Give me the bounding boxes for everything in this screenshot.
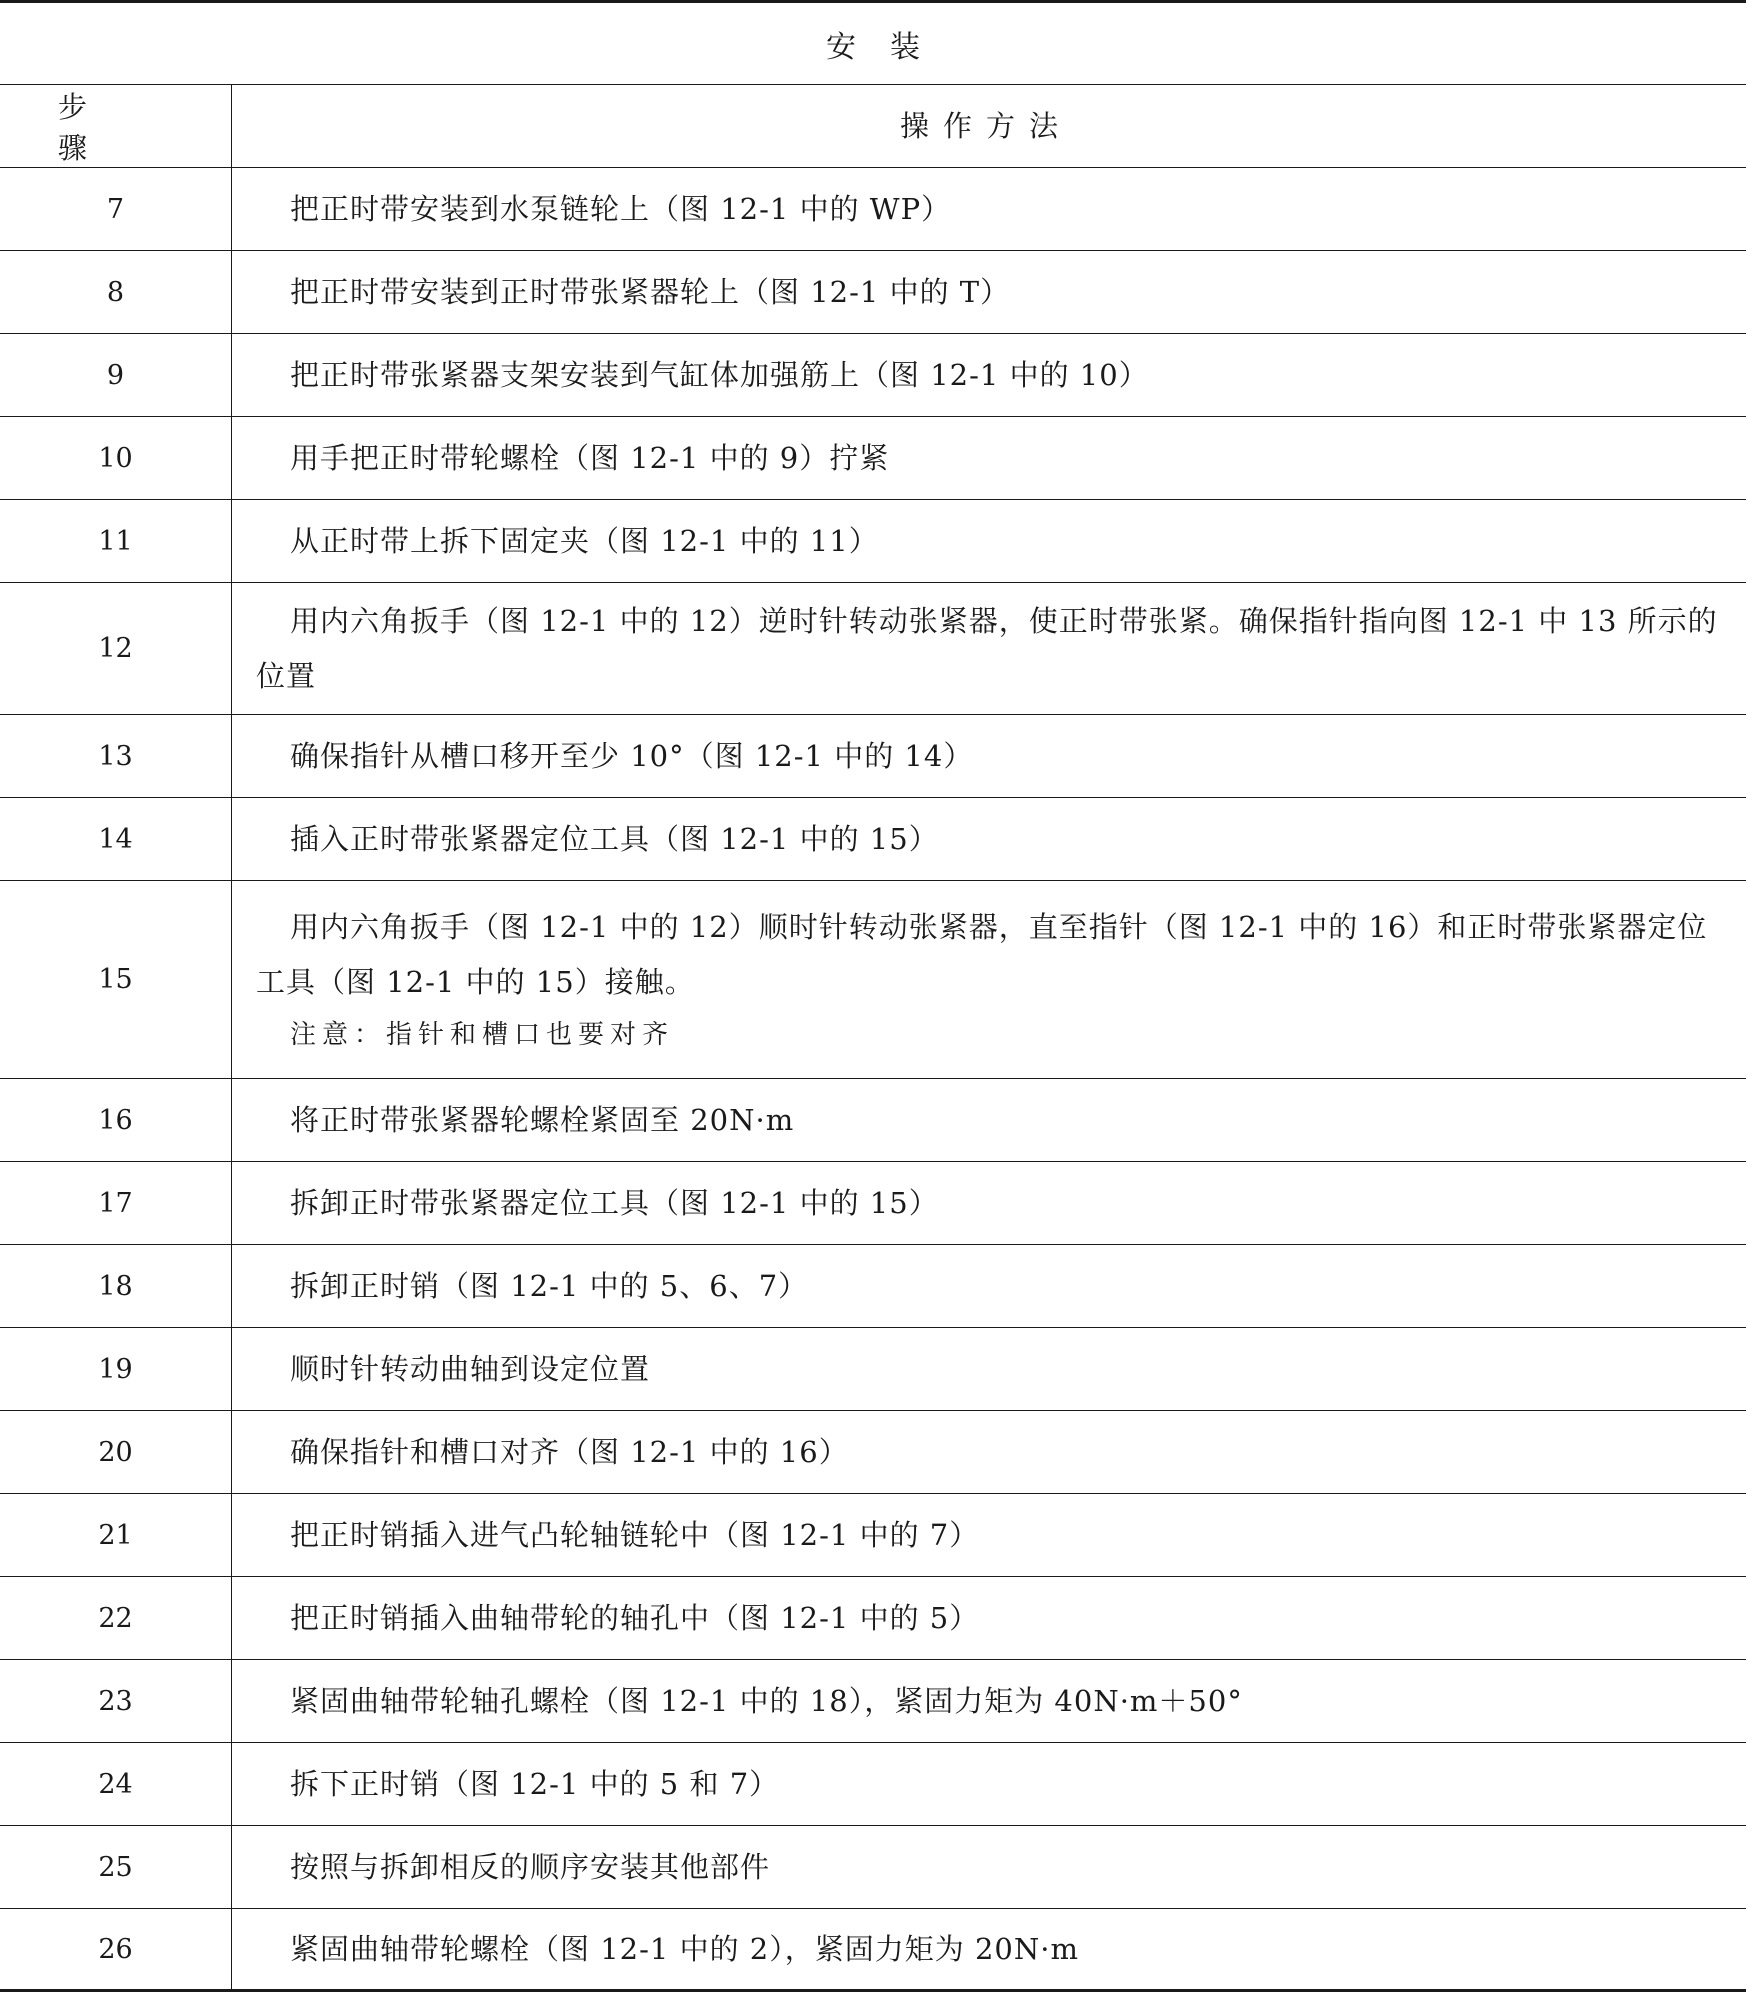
method-text: 拆卸正时销（图 12-1 中的 5、6、7）	[290, 1268, 809, 1303]
step-number: 17	[0, 1162, 232, 1244]
table-row	[0, 417, 1746, 500]
method-text: 用手把正时带轮螺栓（图 12-1 中的 9）拧紧	[290, 440, 890, 475]
step-number: 11	[0, 500, 232, 582]
step-method	[232, 1162, 1746, 1244]
step-number: 7	[0, 168, 232, 250]
step-number: 13	[0, 715, 232, 797]
table-row	[0, 1494, 1746, 1577]
table-row	[0, 1328, 1746, 1411]
step-method	[232, 1577, 1746, 1659]
table-row	[0, 1411, 1746, 1494]
method-text: 把正时带安装到水泵链轮上（图 12-1 中的 WP）	[290, 191, 952, 226]
step-method	[232, 715, 1746, 797]
step-method	[232, 500, 1746, 582]
table-row	[0, 1162, 1746, 1245]
method-text: 用内六角扳手（图 12-1 中的 12）逆时针转动张紧器，使正时带张紧。确保指针指向图 12-1 中 13 所示的位置	[256, 603, 1718, 693]
header-method: 操作方法	[899, 108, 1072, 143]
table-row	[0, 1245, 1746, 1328]
step-number: 23	[0, 1660, 232, 1742]
method-text: 把正时销插入进气凸轮轴链轮中（图 12-1 中的 7）	[290, 1517, 980, 1552]
method-text: 把正时带安装到正时带张紧器轮上（图 12-1 中的 T）	[290, 274, 1011, 309]
table-row	[0, 583, 1746, 715]
step-number: 20	[0, 1411, 232, 1493]
step-method	[232, 1494, 1746, 1576]
table-row	[0, 1826, 1746, 1909]
step-method	[232, 1411, 1746, 1493]
step-method	[232, 168, 1746, 250]
method-text: 将正时带张紧器轮螺栓紧固至 20N·m	[290, 1102, 795, 1137]
table-header-row	[0, 85, 1746, 168]
table-row	[0, 1577, 1746, 1660]
table-row	[0, 1909, 1746, 1990]
step-method	[232, 251, 1746, 333]
method-text: 确保指针和槽口对齐（图 12-1 中的 16）	[290, 1434, 849, 1469]
table-row	[0, 1660, 1746, 1743]
step-number: 8	[0, 251, 232, 333]
header-step: 步骤	[0, 85, 232, 167]
step-method	[232, 1909, 1746, 1990]
method-text: 把正时带张紧器支架安装到气缸体加强筋上（图 12-1 中的 10）	[290, 357, 1149, 392]
step-method	[232, 1328, 1746, 1410]
step-number: 18	[0, 1245, 232, 1327]
step-number: 25	[0, 1826, 232, 1908]
step-method	[232, 334, 1746, 416]
table-body	[0, 168, 1746, 1990]
step-number: 22	[0, 1577, 232, 1659]
step-method	[232, 881, 1746, 1078]
step-number: 19	[0, 1328, 232, 1410]
table-row	[0, 251, 1746, 334]
table-row	[0, 168, 1746, 251]
method-text: 用内六角扳手（图 12-1 中的 12）顺时针转动张紧器，直至指针（图 12-1 中的 16）和正时带张紧器定位工具（图 12-1 中的 15）接触。	[256, 909, 1708, 999]
method-text: 按照与拆卸相反的顺序安装其他部件	[290, 1849, 771, 1884]
step-method	[232, 1660, 1746, 1742]
step-number: 16	[0, 1079, 232, 1161]
method-text: 拆卸正时带张紧器定位工具（图 12-1 中的 15）	[290, 1185, 939, 1220]
table-row	[0, 500, 1746, 583]
step-method	[232, 798, 1746, 880]
table-row	[0, 881, 1746, 1079]
step-number: 21	[0, 1494, 232, 1576]
step-method	[232, 417, 1746, 499]
method-text: 从正时带上拆下固定夹（图 12-1 中的 11）	[290, 523, 879, 558]
method-text: 把正时销插入曲轴带轮的轴孔中（图 12-1 中的 5）	[290, 1600, 980, 1635]
table-row	[0, 334, 1746, 417]
method-text: 拆下正时销（图 12-1 中的 5 和 7）	[290, 1766, 780, 1801]
step-method	[232, 1079, 1746, 1161]
step-number: 15	[0, 881, 232, 1078]
method-note: 注意：指针和槽口也要对齐	[290, 1019, 675, 1050]
table-title: 安装	[0, 3, 1746, 85]
method-text: 确保指针从槽口移开至少 10°（图 12-1 中的 14）	[290, 738, 974, 773]
method-text: 顺时针转动曲轴到设定位置	[290, 1351, 651, 1386]
step-number: 12	[0, 583, 232, 714]
step-method	[232, 583, 1746, 714]
step-method	[232, 1743, 1746, 1825]
table-row	[0, 715, 1746, 798]
method-text: 插入正时带张紧器定位工具（图 12-1 中的 15）	[290, 821, 939, 856]
step-number: 10	[0, 417, 232, 499]
step-method	[232, 1245, 1746, 1327]
step-number: 9	[0, 334, 232, 416]
method-text: 紧固曲轴带轮螺栓（图 12-1 中的 2），紧固力矩为 20N·m	[290, 1932, 1079, 1966]
step-number: 24	[0, 1743, 232, 1825]
table-row	[0, 1743, 1746, 1826]
method-text: 紧固曲轴带轮轴孔螺栓（图 12-1 中的 18），紧固力矩为 40N·m＋50°	[290, 1683, 1243, 1718]
step-method	[232, 1826, 1746, 1908]
table-row	[0, 1079, 1746, 1162]
step-number: 14	[0, 798, 232, 880]
step-number: 26	[0, 1909, 232, 1990]
table-row	[0, 798, 1746, 881]
